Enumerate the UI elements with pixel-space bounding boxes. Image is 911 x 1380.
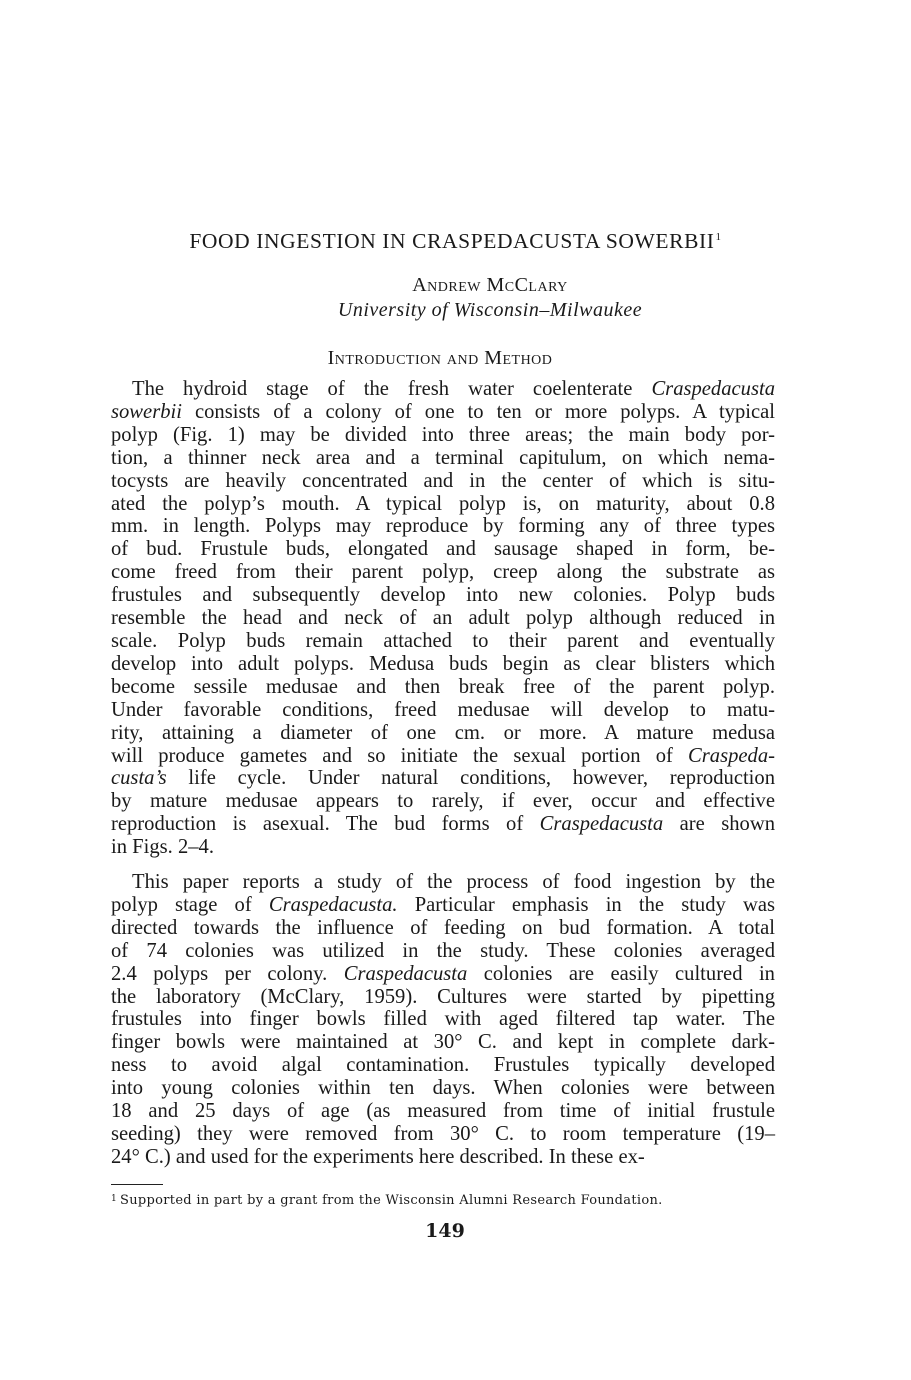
text-line: into young colonies within ten days. When colonies were between [111, 1077, 775, 1100]
text-line: the laboratory (McClary, 1959). Cultures were started by pipetting [111, 985, 775, 1008]
text-line: 18 and 25 days of age (as measured from time of initial frustule [111, 1100, 775, 1123]
footnote-text: Supported in part by a grant from the Wisconsin Alumni Research Foundation. [120, 1193, 663, 1208]
text-line: 24° C.) and used for the experiments here described. In these ex- [111, 1145, 645, 1168]
text-line: seeding) they were removed from 30° C. to room temperature (19– [111, 1122, 775, 1145]
body-paragraph-2 [111, 871, 775, 1169]
italic-term: Craspeda- [688, 744, 775, 767]
text-line: ated the polyp’s mouth. A typical polyp is, on maturity, about 0.8 [111, 492, 775, 515]
text-line: The hydroid stage of the fresh water coelenterate Craspedacusta [132, 378, 775, 400]
text-line: custa’s life cycle. Under natural conditions, however, reproduction [111, 767, 775, 790]
text-line: rity, attaining a diameter of one cm. or more. A mature medusa [111, 721, 775, 744]
italic-term: Craspedacusta [343, 962, 468, 985]
text-line: in Figs. 2–4. [111, 836, 214, 859]
text-line: tion, a thinner neck area and a terminal capitulum, on which nema- [111, 446, 775, 469]
text-line: of bud. Frustule buds, elongated and sausage shaped in form, be- [111, 538, 775, 561]
text-line: ness to avoid algal contamination. Frustules typically developed [111, 1054, 775, 1077]
text-line: of 74 colonies was utilized in the study. These colonies averaged [111, 939, 775, 962]
text-line: resemble the head and neck of an adult polyp although reduced in [111, 607, 775, 630]
footnote-marker: 1 [111, 1194, 118, 1204]
text-line: reproduction is asexual. The bud forms of Craspedacusta are shown [111, 813, 775, 836]
text-line: directed towards the influence of feeding on bud formation. A total [111, 916, 775, 939]
italic-term: custa’s [111, 767, 167, 790]
text-line: frustules and subsequently develop into new colonies. Polyp buds [111, 584, 775, 607]
italic-term: Craspedacusta [539, 813, 664, 836]
text-line: frustules into finger bowls filled with aged filtered tap water. The [111, 1008, 775, 1031]
text-line: come freed from their parent polyp, creep along the substrate as [111, 561, 775, 584]
italic-term: Craspedacusta [651, 378, 775, 400]
text-line: sowerbii consists of a colony of one to ten or more polyps. A typical [111, 400, 775, 423]
author-name: Andrew McClary [412, 274, 568, 296]
text-line: develop into adult polyps. Medusa buds begin as clear blisters which [111, 652, 775, 675]
body-paragraph-1 [111, 378, 775, 859]
italic-term: Craspedacusta. [268, 893, 398, 916]
text-line: finger bowls were maintained at 30° C. and kept in complete dark- [111, 1031, 775, 1054]
text-line: tocysts are heavily concentrated and in the center of which is situ- [111, 469, 775, 492]
text-line: polyp stage of Craspedacusta. Particular emphasis in the study was [111, 893, 776, 916]
text-line: mm. in length. Polyps may reproduce by forming any of three types [111, 515, 775, 538]
section-heading: Introduction and Method [327, 347, 553, 369]
text-line: will produce gametes and so initiate the sexual portion of Craspeda- [111, 744, 775, 767]
paper-title [100, 224, 811, 254]
text-line: Under favorable conditions, freed medusae will develop to matu- [111, 698, 775, 721]
title-footnote-marker: 1 [715, 231, 722, 243]
text-line: become sessile medusae and then break free of the parent polyp. [111, 675, 775, 698]
author-affiliation: University of Wisconsin–Milwaukee [337, 299, 643, 321]
page-number: 149 [425, 1220, 465, 1242]
text-line: This paper reports a study of the process of food ingestion by the [132, 871, 775, 893]
text-line: 2.4 polyps per colony. Craspedacusta colonies are easily cultured in [111, 962, 775, 985]
text-line: scale. Polyp buds remain attached to their parent and eventually [111, 629, 775, 652]
text-line: polyp (Fig. 1) may be divided into three areas; the main body por- [111, 423, 775, 446]
italic-term: sowerbii [111, 400, 182, 423]
text-line: by mature medusae appears to rarely, if ever, occur and effective [111, 790, 775, 813]
footnote [111, 1190, 791, 1210]
paper-title-text: FOOD INGESTION IN CRASPEDACUSTA SOWERBII [189, 229, 715, 253]
footnote-divider [111, 1184, 163, 1185]
